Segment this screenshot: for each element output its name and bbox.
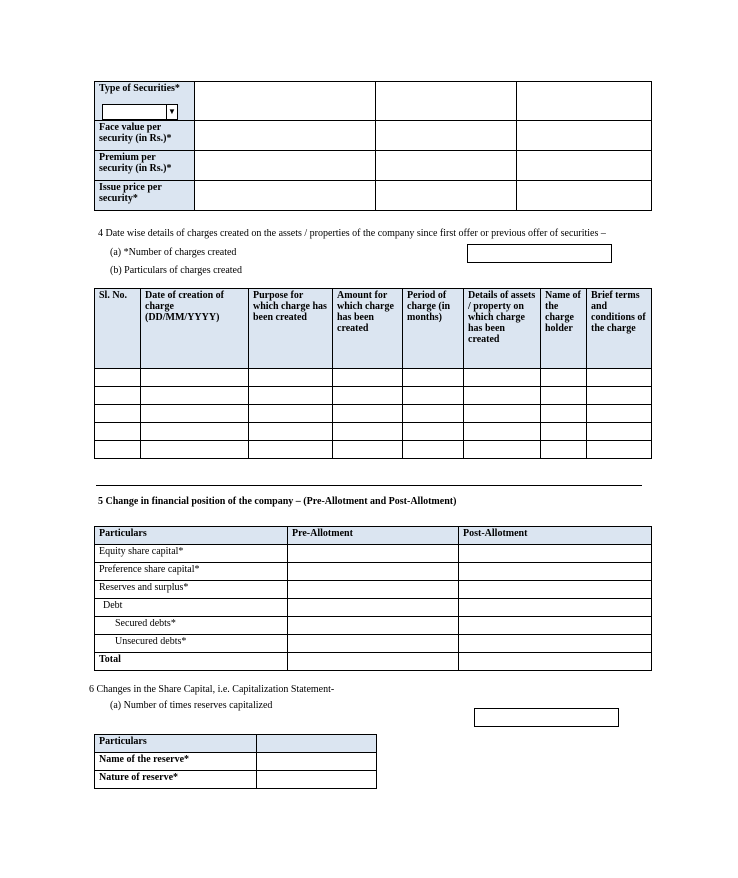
section-divider	[96, 485, 642, 486]
type-of-securities-dropdown[interactable]	[102, 104, 178, 120]
issue-price-label: Issue price per security*	[95, 181, 195, 211]
reserve-table	[94, 734, 377, 789]
charges-col-amount: Amount for which charge has been created	[333, 289, 403, 369]
fp-col-post-allotment: Post-Allotment	[459, 527, 652, 545]
fp-preference-label: Preference share capital*	[95, 563, 288, 581]
table-row	[95, 423, 652, 441]
fp-total-label: Total	[95, 653, 288, 671]
charges-col-holder: Name of the charge holder	[541, 289, 587, 369]
issue-price-cell-1[interactable]	[195, 181, 376, 211]
charges-col-purpose: Purpose for which charge has been created	[249, 289, 333, 369]
charges-col-details: Details of assets / property on which charge has been created	[464, 289, 541, 369]
charges-table	[94, 288, 652, 459]
type-cell-2[interactable]	[376, 82, 517, 121]
table-row	[95, 441, 652, 459]
charges-col-period: Period of charge (in months)	[403, 289, 464, 369]
reserves-capitalized-label: (a) Number of times reserves capitalized	[110, 700, 273, 711]
face-value-label: Face value per security (in Rs.)*	[95, 121, 195, 151]
reserves-capitalized-input[interactable]	[474, 708, 619, 727]
premium-cell-3[interactable]	[517, 151, 652, 181]
fp-unsecured-debts-label: Unsecured debts*	[95, 635, 288, 653]
section6-heading: 6 Changes in the Share Capital, i.e. Capitalization Statement-	[89, 684, 335, 695]
financial-position-table	[94, 526, 652, 671]
charges-col-date: Date of creation of charge (DD/MM/YYYY)	[141, 289, 249, 369]
table-row	[95, 369, 652, 387]
face-value-cell-1[interactable]	[195, 121, 376, 151]
table-row	[95, 387, 652, 405]
premium-cell-1[interactable]	[195, 151, 376, 181]
type-cell-1[interactable]	[195, 82, 376, 121]
type-of-securities-label: Type of Securities* ▼	[95, 82, 195, 121]
issue-price-cell-2[interactable]	[376, 181, 517, 211]
securities-table	[94, 81, 652, 211]
issue-price-cell-3[interactable]	[517, 181, 652, 211]
type-cell-3[interactable]	[517, 82, 652, 121]
charges-col-sl-no: Sl. No.	[95, 289, 141, 369]
premium-cell-2[interactable]	[376, 151, 517, 181]
fp-col-pre-allotment: Pre-Allotment	[288, 527, 459, 545]
chevron-down-icon[interactable]: ▼	[166, 105, 177, 119]
number-of-charges-label: (a) *Number of charges created	[110, 247, 237, 258]
reserve-col-value	[257, 735, 377, 753]
premium-label: Premium per security (in Rs.)*	[95, 151, 195, 181]
reserve-nature-cell[interactable]	[257, 771, 377, 789]
reserve-nature-label: Nature of reserve*	[95, 771, 257, 789]
reserve-col-particulars: Particulars	[95, 735, 257, 753]
fp-col-particulars: Particulars	[95, 527, 288, 545]
table-row	[95, 405, 652, 423]
number-of-charges-input[interactable]	[467, 244, 612, 263]
fp-secured-debts-label: Secured debts*	[95, 617, 288, 635]
face-value-cell-2[interactable]	[376, 121, 517, 151]
reserve-name-cell[interactable]	[257, 753, 377, 771]
charges-col-terms: Brief terms and conditions of the charge	[587, 289, 652, 369]
fp-debt-label: Debt	[95, 599, 288, 617]
section5-heading: 5 Change in financial position of the company – (Pre-Allotment and Post-Allotment)	[98, 496, 457, 507]
fp-reserves-label: Reserves and surplus*	[95, 581, 288, 599]
face-value-cell-3[interactable]	[517, 121, 652, 151]
reserve-name-label: Name of the reserve*	[95, 753, 257, 771]
fp-equity-label: Equity share capital*	[95, 545, 288, 563]
particulars-of-charges-label: (b) Particulars of charges created	[110, 265, 242, 276]
section4-heading: 4 Date wise details of charges created on the assets / properties of the company since first offer or previous offer of securities –	[98, 228, 606, 239]
